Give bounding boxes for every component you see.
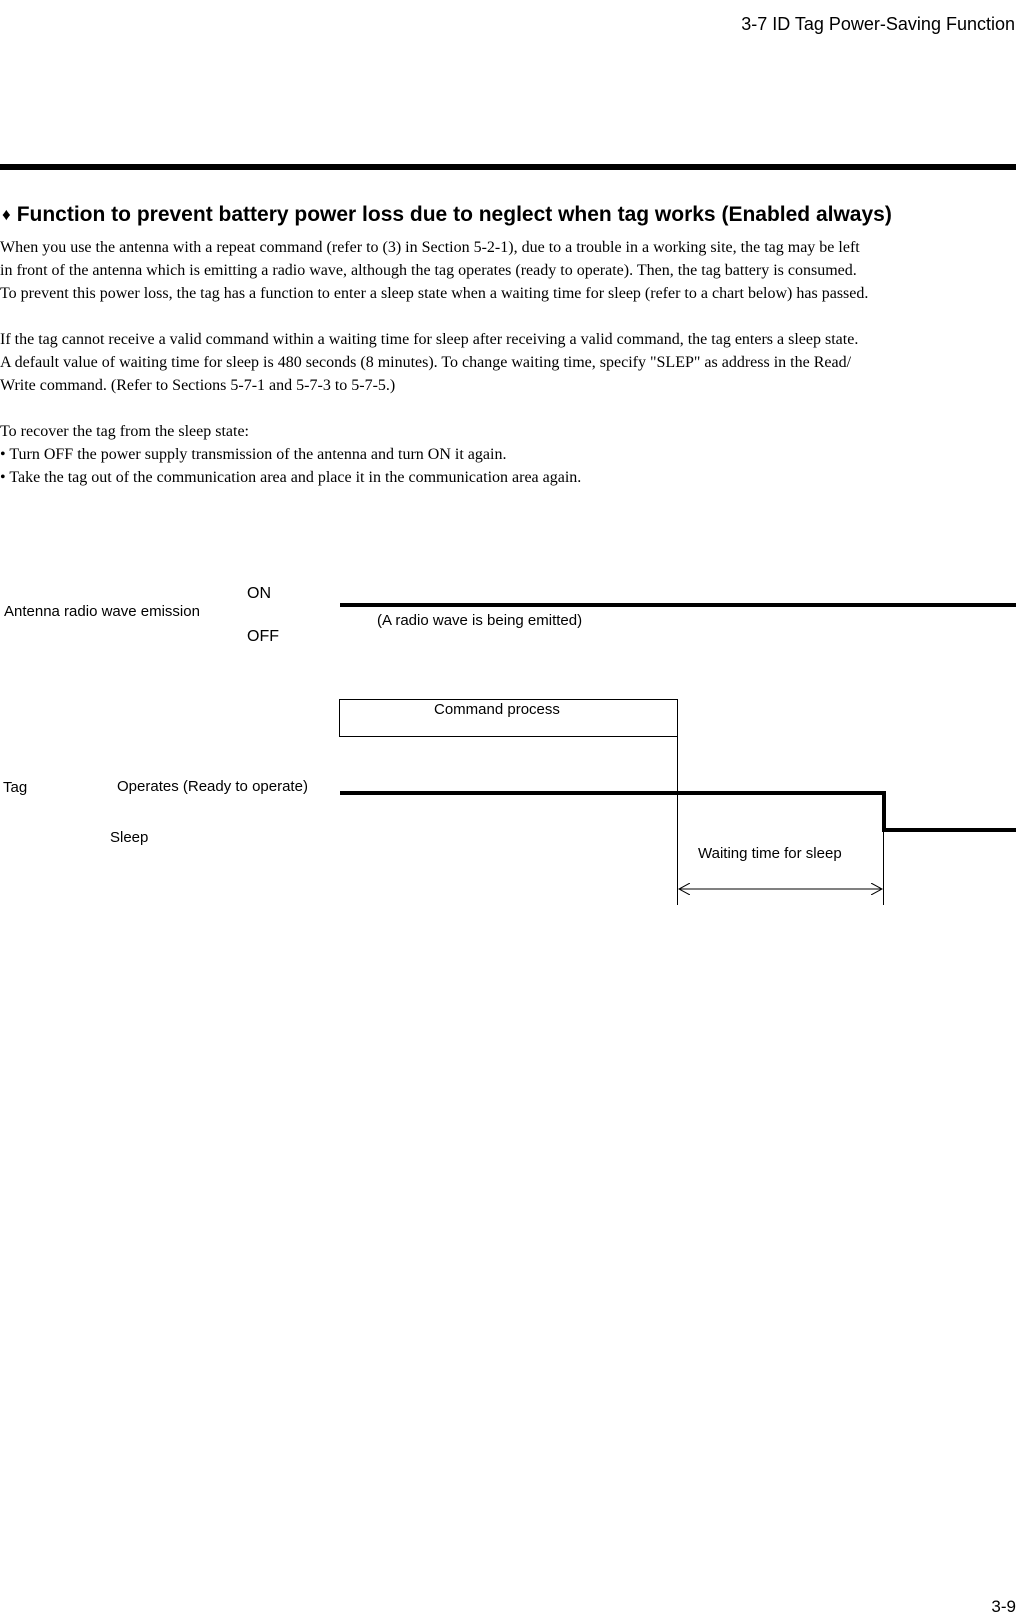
paragraph-line: A default value of waiting time for sleep is 480 seconds (8 minutes). To change waiting time, specify "SLEP" as address in the Read/ bbox=[0, 354, 852, 371]
antenna-off-label: OFF bbox=[247, 628, 279, 645]
section-heading-text: Function to prevent battery power loss due to neglect when tag works (Enabled always) bbox=[16, 203, 892, 226]
list-item: • Turn OFF the power supply transmission of the antenna and turn ON it again. bbox=[0, 446, 507, 463]
paragraph-line: If the tag cannot receive a valid command within a waiting time for sleep after receiving a valid command, the tag enters a sleep state. bbox=[0, 331, 859, 348]
paragraph-line: Write command. (Refer to Sections 5-7-1 and 5-7-3 to 5-7-5.) bbox=[0, 377, 396, 394]
paragraph-line: When you use the antenna with a repeat command (refer to (3) in Section 5-2-1), due to a trouble in a working site, the tag may be left bbox=[0, 239, 860, 256]
tag-label: Tag bbox=[3, 779, 28, 796]
paragraph-line: To prevent this power loss, the tag has a function to enter a sleep state when a waiting time for sleep (refer to a chart below) has passed. bbox=[0, 285, 869, 302]
tag-operates-label: Operates (Ready to operate) bbox=[117, 778, 308, 795]
waiting-time-label: Waiting time for sleep bbox=[698, 845, 842, 862]
section-header-title: 3-7 ID Tag Power-Saving Function bbox=[741, 14, 1015, 34]
paragraph-line: in front of the antenna which is emitting a radio wave, although the tag operates (ready to operate). Then, the tag battery is consumed. bbox=[0, 262, 857, 279]
antenna-emission-label: Antenna radio wave emission bbox=[4, 603, 200, 620]
list-item: • Take the tag out of the communication area and place it in the communication area again. bbox=[0, 469, 582, 486]
diamond-icon: ♦ bbox=[2, 205, 11, 224]
antenna-on-label: ON bbox=[247, 585, 271, 602]
tag-sleep-label: Sleep bbox=[110, 829, 149, 846]
antenna-emission-note: (A radio wave is being emitted) bbox=[377, 612, 583, 629]
paragraph-line: To recover the tag from the sleep state: bbox=[0, 423, 249, 440]
page-number: 3-9 bbox=[991, 1597, 1016, 1616]
command-process-label: Command process bbox=[434, 701, 560, 718]
